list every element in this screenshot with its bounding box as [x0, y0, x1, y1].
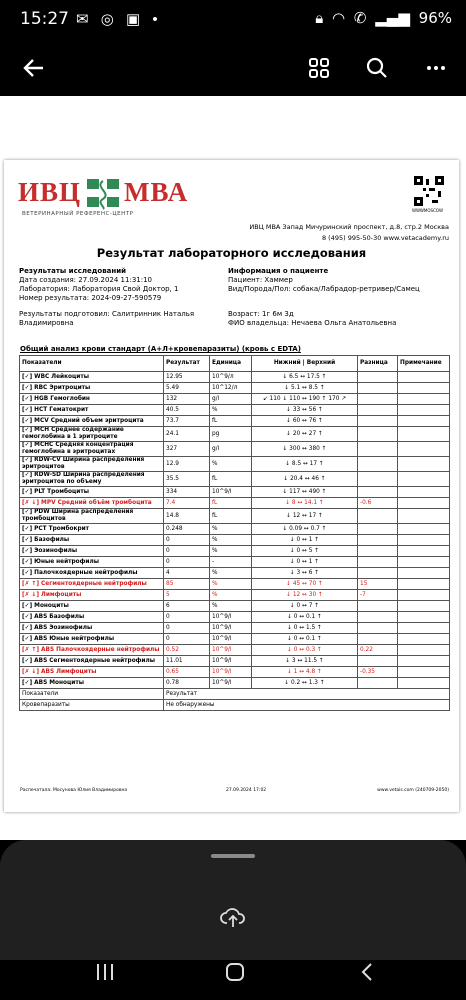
row-value: 6 — [164, 601, 210, 612]
footer-printed-by: Распечатала: Мосунова Юлия Владимировна — [20, 788, 128, 793]
row-note — [398, 568, 450, 579]
row-note — [398, 667, 450, 678]
table-row — [20, 689, 450, 700]
battery-level: 96% — [418, 9, 452, 27]
table-row — [20, 568, 450, 579]
row-diff — [358, 612, 398, 623]
row-note — [398, 645, 450, 656]
row-note — [398, 472, 450, 487]
patient-name: Пациент: Хаммер — [228, 276, 293, 284]
results-table — [19, 355, 450, 711]
table-row — [20, 579, 450, 590]
table-row — [20, 535, 450, 546]
table-row — [20, 546, 450, 557]
row-unit: 10^9/l — [210, 634, 252, 645]
row-name: [✓] WBC Лейкоциты — [20, 372, 164, 383]
wifi-icon: ◠ — [332, 9, 346, 27]
row-name: [✓] HGB Гемоглобин — [20, 394, 164, 405]
table-row — [20, 634, 450, 645]
row-note — [398, 405, 450, 416]
row-value: Результат — [164, 689, 450, 700]
row-value: 24.1 — [164, 427, 210, 442]
row-name: [✓] PCT Тромбокрит — [20, 524, 164, 535]
row-range: ↓ 8 ↔ 14.1 ↑ — [252, 498, 358, 509]
row-unit: % — [210, 590, 252, 601]
table-row — [20, 498, 450, 509]
brand-subtitle: ВЕТЕРИНАРНЫЙ РЕФЕРЕНС-ЦЕНТР — [22, 211, 134, 217]
row-name: [✓] Базофилы — [20, 535, 164, 546]
row-note — [398, 579, 450, 590]
row-name: [✗ ↓] ABS Лимфоциты — [20, 667, 164, 678]
row-diff — [358, 405, 398, 416]
home-icon[interactable] — [222, 958, 248, 986]
column-header: Примечание — [398, 356, 450, 372]
row-value: 0.78 — [164, 678, 210, 689]
row-name: [✓] MCV Средний объем эритроцита — [20, 416, 164, 427]
row-name: [✗ ↓] Лимфоциты — [20, 590, 164, 601]
row-unit: % — [210, 405, 252, 416]
row-name: [✓] MCH Среднее содержание гемоглобина в 1 эритроците — [20, 427, 164, 442]
row-name: [✓] ABS Базофилы — [20, 612, 164, 623]
row-note — [398, 601, 450, 612]
patient-extra — [228, 310, 453, 328]
row-unit: fL — [210, 498, 252, 509]
table-row — [20, 416, 450, 427]
row-diff: -7 — [358, 590, 398, 601]
qr-code — [414, 176, 444, 206]
table-row — [20, 656, 450, 667]
row-range: ↓ 0 ↔ 0.3 ↑ — [252, 645, 358, 656]
row-name: [✓] Моноциты — [20, 601, 164, 612]
row-name: Кровепаразиты — [20, 700, 164, 711]
row-range: ↓ 0 ↔ 1 ↑ — [252, 535, 358, 546]
row-name: [✓] RDW-CV Ширина распределения эритроцитов — [20, 457, 164, 472]
sheet-handle[interactable] — [211, 854, 255, 858]
row-range: ↓ 20.4 ↔ 46 ↑ — [252, 472, 358, 487]
lab-contacts: 8 (495) 995-50-30 www.vetacademy.ru — [321, 234, 449, 242]
row-value: 0 — [164, 612, 210, 623]
row-diff — [358, 656, 398, 667]
row-note — [398, 509, 450, 524]
footer-software: www.vetais.com (240709-2050) — [377, 788, 449, 793]
table-row — [20, 372, 450, 383]
row-name: [✗ ↑] ABS Палочкоядерные нейтрофилы — [20, 645, 164, 656]
row-value: 0.248 — [164, 524, 210, 535]
row-range: ↓ 20 ↔ 27 ↑ — [252, 427, 358, 442]
row-note — [398, 498, 450, 509]
row-diff — [358, 568, 398, 579]
search-icon[interactable] — [361, 52, 393, 84]
row-unit: - — [210, 557, 252, 568]
brand-right: МВА — [124, 177, 189, 207]
lock-icon: 🔒︎ — [315, 9, 324, 27]
row-note — [398, 546, 450, 557]
row-unit: % — [210, 535, 252, 546]
bottom-area — [0, 840, 466, 1000]
row-note — [398, 524, 450, 535]
table-row — [20, 612, 450, 623]
grid-view-icon[interactable] — [303, 52, 335, 84]
row-range: ↓ 12 ↔ 17 ↑ — [252, 509, 358, 524]
row-value: 0 — [164, 557, 210, 568]
brand-logo — [18, 177, 208, 229]
row-diff — [358, 557, 398, 568]
whatsapp-icon: ◎ — [100, 11, 118, 28]
row-diff — [358, 416, 398, 427]
owner-name: ФИО владельца: Нечаева Ольга Анатольевна — [228, 319, 397, 327]
row-name: [✗ ↓] MPV Средний объём тромбоцита — [20, 498, 164, 509]
row-unit: % — [210, 568, 252, 579]
table-row — [20, 524, 450, 535]
lab-address: ИВЦ МВА Запад Мичуринский проспект, д.8, стр.2 Москва — [249, 223, 449, 231]
row-unit: % — [210, 457, 252, 472]
row-name: [✓] ABS Сегментоядерные нейтрофилы — [20, 656, 164, 667]
row-unit: % — [210, 524, 252, 535]
row-note — [398, 442, 450, 457]
back-nav-icon[interactable] — [354, 958, 380, 986]
row-note — [398, 623, 450, 634]
row-value: 12.95 — [164, 372, 210, 383]
row-unit: 10^9/l — [210, 645, 252, 656]
notification-icons — [76, 10, 162, 28]
row-note — [398, 612, 450, 623]
row-name: [✓] ABS Моноциты — [20, 678, 164, 689]
row-diff — [358, 509, 398, 524]
row-range: ↓ 3 ↔ 11.5 ↑ — [252, 656, 358, 667]
row-note — [398, 535, 450, 546]
row-name: [✗ ↑] Сегментоядерные нейтрофилы — [20, 579, 164, 590]
prepared-by: Результаты подготовил: Салитринник Наталья Владимировна — [19, 310, 195, 327]
table-row — [20, 457, 450, 472]
row-range: ↓ 0 ↔ 0.1 ↑ — [252, 612, 358, 623]
row-value: 327 — [164, 442, 210, 457]
row-diff — [358, 487, 398, 498]
row-name: [✓] HCT Гематокрит — [20, 405, 164, 416]
row-diff: 0.22 — [358, 645, 398, 656]
table-row — [20, 601, 450, 612]
row-diff — [358, 472, 398, 487]
row-value: 73.7 — [164, 416, 210, 427]
row-value: 132 — [164, 394, 210, 405]
report-title: Результат лабораторного исследования — [96, 246, 367, 260]
row-range: ↓ 300 ↔ 380 ↑ — [252, 442, 358, 457]
table-row — [20, 509, 450, 524]
signal-icon: ▂▄▆ — [375, 9, 410, 27]
row-note — [398, 372, 450, 383]
row-range: ↓ 33 ↔ 56 ↑ — [252, 405, 358, 416]
row-range: ↓ 0 ↔ 7 ↑ — [252, 601, 358, 612]
row-value: 0 — [164, 546, 210, 557]
row-name: [✓] RBC Эритроциты — [20, 383, 164, 394]
messages-icon: ✉ — [76, 11, 93, 28]
row-name: Показатели — [20, 689, 164, 700]
row-range: ↓ 0.2 ↔ 1.3 ↑ — [252, 678, 358, 689]
qr-caption: WWWMOSCOW — [412, 208, 443, 213]
row-diff — [358, 372, 398, 383]
row-range: ↓ 0.09 ↔ 0.7 ↑ — [252, 524, 358, 535]
row-range: ↓ 1 ↔ 4.8 ↑ — [252, 667, 358, 678]
table-row — [20, 590, 450, 601]
row-unit: fL — [210, 472, 252, 487]
row-value: 40.5 — [164, 405, 210, 416]
row-value: 35.5 — [164, 472, 210, 487]
patient-species: Вид/Порода/Пол: собака/Лабрадор-ретривер/Самец — [228, 285, 420, 293]
row-value: 5.49 — [164, 383, 210, 394]
row-unit: 10^9/l — [210, 656, 252, 667]
report-page[interactable] — [4, 160, 459, 812]
recent-apps-icon[interactable] — [92, 958, 118, 986]
row-note — [398, 634, 450, 645]
back-arrow-icon[interactable] — [18, 52, 50, 84]
row-value: 4 — [164, 568, 210, 579]
row-value: 14.8 — [164, 509, 210, 524]
row-range: ↓ 0 ↔ 5 ↑ — [252, 546, 358, 557]
row-diff — [358, 524, 398, 535]
footer-print-date: 27.09.2024 17:02 — [226, 788, 267, 793]
table-header-row — [20, 356, 450, 372]
row-diff — [358, 678, 398, 689]
row-note — [398, 678, 450, 689]
row-range: ↓ 6.5 ↔ 17.5 ↑ — [252, 372, 358, 383]
gallery-icon: ▣ — [126, 11, 145, 28]
table-row — [20, 405, 450, 416]
row-note — [398, 394, 450, 405]
column-header: Нижний | Верхний — [252, 356, 358, 372]
column-header: Единица — [210, 356, 252, 372]
results-info — [19, 267, 219, 303]
table-row — [20, 472, 450, 487]
table-row — [20, 667, 450, 678]
table-row — [20, 427, 450, 442]
table-row — [20, 442, 450, 457]
row-diff — [358, 457, 398, 472]
table-row — [20, 383, 450, 394]
row-range: ↓ 0 ↔ 1 ↑ — [252, 557, 358, 568]
row-unit: 10^9/l — [210, 487, 252, 498]
row-value: 334 — [164, 487, 210, 498]
row-name: [✓] Палочкоядерные нейтрофилы — [20, 568, 164, 579]
column-header: Разница — [358, 356, 398, 372]
row-diff — [358, 623, 398, 634]
row-unit: 10^9/l — [210, 623, 252, 634]
status-bar — [0, 0, 466, 40]
row-range: ↓ 0 ↔ 1.5 ↑ — [252, 623, 358, 634]
laboratory: Лаборатория: Лаборатория Свой Доктор, 1 — [19, 285, 179, 293]
row-range: ↓ 117 ↔ 490 ↑ — [252, 487, 358, 498]
row-note — [398, 487, 450, 498]
row-unit: % — [210, 601, 252, 612]
patient-age: Возраст: 1г 6м 3д — [228, 310, 294, 318]
row-diff — [358, 634, 398, 645]
row-value: 5 — [164, 590, 210, 601]
status-time: 15:27 — [20, 9, 69, 29]
lab-address-block — [249, 222, 449, 244]
row-diff — [358, 546, 398, 557]
column-header: Показатели — [20, 356, 164, 372]
row-value: 0 — [164, 535, 210, 546]
row-value: 11.01 — [164, 656, 210, 667]
row-diff — [358, 442, 398, 457]
row-name: [✓] PLT Тромбоциты — [20, 487, 164, 498]
row-range: ↓ 60 ↔ 76 ↑ — [252, 416, 358, 427]
row-note — [398, 557, 450, 568]
row-name: [✓] MCHC Средняя концентрация гемоглобина в эритроцитах — [20, 442, 164, 457]
row-diff — [358, 601, 398, 612]
table-row — [20, 623, 450, 634]
row-unit: g/l — [210, 394, 252, 405]
row-value: 12.9 — [164, 457, 210, 472]
row-diff — [358, 535, 398, 546]
caduceus-icon — [86, 175, 120, 211]
row-name: [✓] PDW Ширина распределения тромбоцитов — [20, 509, 164, 524]
row-note — [398, 427, 450, 442]
table-row — [20, 678, 450, 689]
row-value: 7.4 — [164, 498, 210, 509]
row-unit: % — [210, 546, 252, 557]
dot-icon: • — [152, 11, 162, 28]
row-value: 0.65 — [164, 667, 210, 678]
row-unit: 10^9/l — [210, 667, 252, 678]
row-unit: 10^9/л — [210, 372, 252, 383]
table-row — [20, 645, 450, 656]
row-range: ↓ 12 ↔ 30 ↑ — [252, 590, 358, 601]
row-range: ↓ 5.1 ↔ 8.5 ↑ — [252, 383, 358, 394]
row-diff — [358, 394, 398, 405]
table-row — [20, 700, 450, 711]
row-value: Не обнаружены — [164, 700, 450, 711]
table-row — [20, 487, 450, 498]
column-header: Результат — [164, 356, 210, 372]
cloud-upload-icon[interactable] — [218, 902, 248, 932]
row-note — [398, 383, 450, 394]
row-unit: fL — [210, 509, 252, 524]
row-range: ↓ 3 ↔ 6 ↑ — [252, 568, 358, 579]
app-bar — [0, 40, 466, 96]
row-name: [✓] Юные нейтрофилы — [20, 557, 164, 568]
row-value: 0 — [164, 634, 210, 645]
row-note — [398, 656, 450, 667]
table-row — [20, 557, 450, 568]
row-range: ↓ 8.5 ↔ 17 ↑ — [252, 457, 358, 472]
row-name: [✓] ABS Юные нейтрофилы — [20, 634, 164, 645]
row-note — [398, 457, 450, 472]
row-name: [✓] ABS Эозинофилы — [20, 623, 164, 634]
row-diff: 15 — [358, 579, 398, 590]
row-range: ↓ 45 ↔ 70 ↑ — [252, 579, 358, 590]
row-name: [✓] RDW-SD Ширина распределения эритроцитов по объему — [20, 472, 164, 487]
bottom-sheet[interactable] — [0, 840, 466, 960]
row-note — [398, 590, 450, 601]
more-options-icon[interactable] — [420, 52, 452, 84]
table-row — [20, 394, 450, 405]
test-title: Общий анализ крови стандарт (А+Л+кровепаразиты) (кровь с EDTA) — [20, 345, 301, 353]
results-header: Результаты исследований — [19, 267, 127, 275]
row-unit: fL — [210, 416, 252, 427]
row-value: 0 — [164, 623, 210, 634]
call-icon: ✆ — [353, 9, 367, 27]
brand-left: ИВЦ — [18, 177, 82, 207]
row-unit: pg — [210, 427, 252, 442]
patient-info — [228, 267, 453, 294]
result-number: Номер результата: 2024-09-27-590579 — [19, 294, 162, 302]
row-diff: -0.35 — [358, 667, 398, 678]
row-range: ↙ 110 ↓ 110 ↔ 190 ↑ 170 ↗ — [252, 394, 358, 405]
row-value: 85 — [164, 579, 210, 590]
patient-header: Информация о пациенте — [228, 267, 329, 275]
row-diff — [358, 427, 398, 442]
row-diff — [358, 383, 398, 394]
row-unit: % — [210, 579, 252, 590]
created-date: Дата создания: 27.09.2024 11:31:10 — [19, 276, 152, 284]
row-unit: g/l — [210, 442, 252, 457]
row-name: [✓] Эозинофилы — [20, 546, 164, 557]
row-value: 0.52 — [164, 645, 210, 656]
row-note — [398, 416, 450, 427]
row-unit: 10^12/л — [210, 383, 252, 394]
row-diff: -0.6 — [358, 498, 398, 509]
row-unit: 10^9/l — [210, 678, 252, 689]
row-range: ↓ 0 ↔ 0.1 ↑ — [252, 634, 358, 645]
row-unit: 10^9/l — [210, 612, 252, 623]
